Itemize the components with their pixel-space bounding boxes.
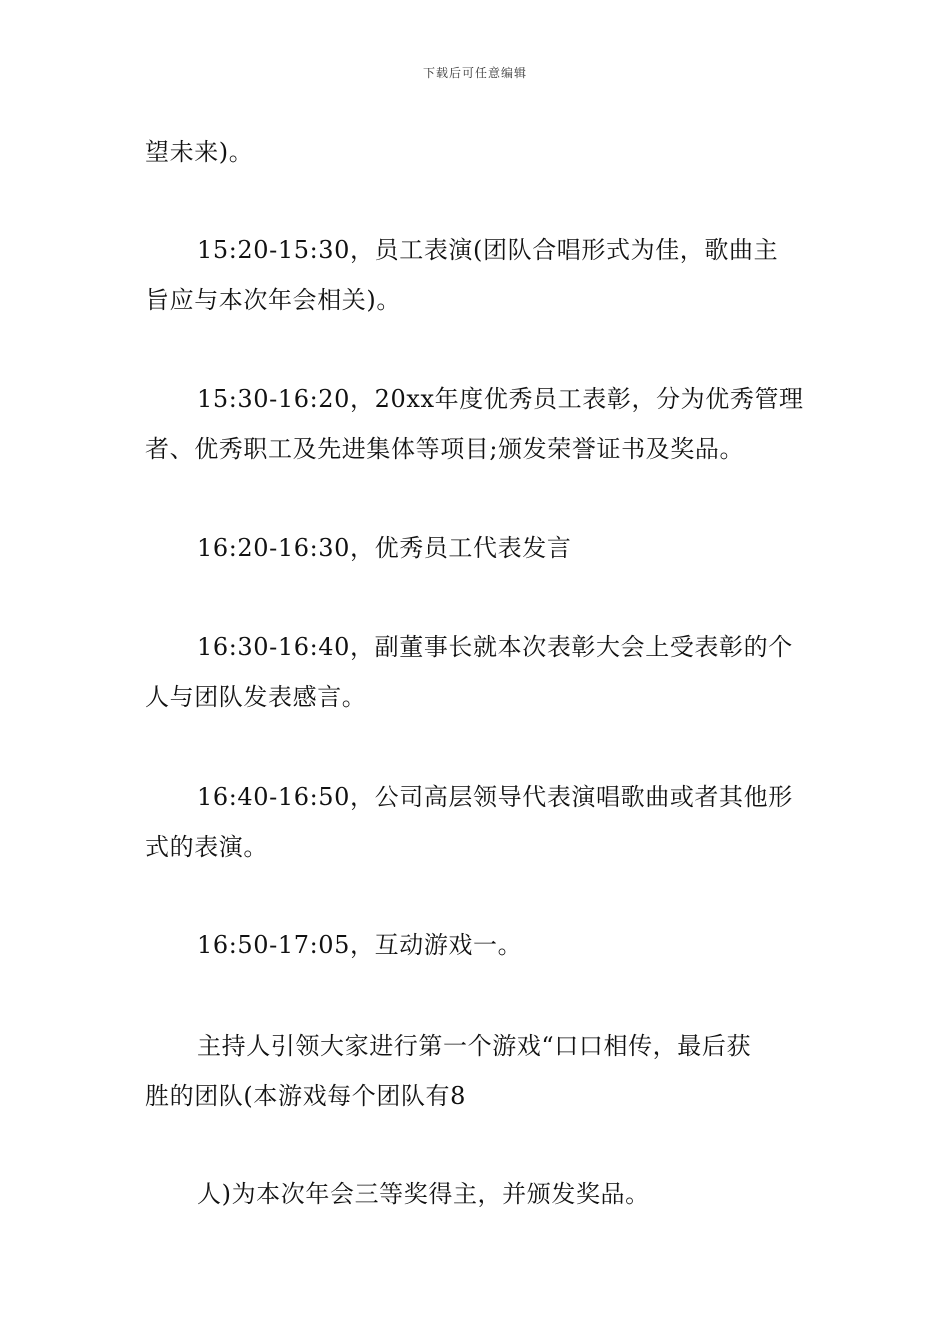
paragraph-line: 15:20-15:30，员工表演(团队合唱形式为佳，歌曲主 [197, 236, 779, 264]
paragraph-game-description [145, 1021, 810, 1121]
paragraph-representative-speech [145, 523, 810, 573]
paragraph-line: 胜的团队(本游戏每个团队有8 [145, 1082, 467, 1110]
paragraph-line: 16:30-16:40，副董事长就本次表彰大会上受表彰的个 [197, 633, 793, 661]
paragraph-line: 旨应与本次年会相关)。 [145, 286, 401, 314]
paragraph-line: 16:20-16:30，优秀员工代表发言 [197, 534, 572, 562]
paragraph-awards [145, 374, 810, 474]
page-header: 下载后可任意编辑 [422, 66, 527, 80]
paragraph-line: 式的表演。 [145, 833, 268, 861]
paragraph-line: 16:40-16:50，公司高层领导代表演唱歌曲或者其他形 [197, 783, 793, 811]
paragraph-line: 者、优秀职工及先进集体等项目;颁发荣誉证书及奖品。 [145, 435, 745, 463]
paragraph-line: 望未来)。 [145, 138, 254, 166]
paragraph-leadership-performance [145, 772, 810, 872]
paragraph-vice-chairman [145, 622, 810, 722]
paragraph-continuation [145, 127, 810, 177]
paragraph-line: 15:30-16:20，20xx年度优秀员工表彰，分为优秀管理 [197, 385, 804, 413]
paragraph-staff-performance [145, 225, 810, 325]
paragraph-line: 人与团队发表感言。 [145, 683, 367, 711]
paragraph-line: 16:50-17:05，互动游戏一。 [197, 931, 523, 959]
paragraph-third-prize [145, 1169, 810, 1219]
paragraph-line: 主持人引领大家进行第一个游戏“口口相传，最后获 [197, 1032, 752, 1060]
paragraph-line: 人)为本次年会三等奖得主，并颁发奖品。 [197, 1180, 650, 1208]
paragraph-interactive-game [145, 920, 810, 970]
